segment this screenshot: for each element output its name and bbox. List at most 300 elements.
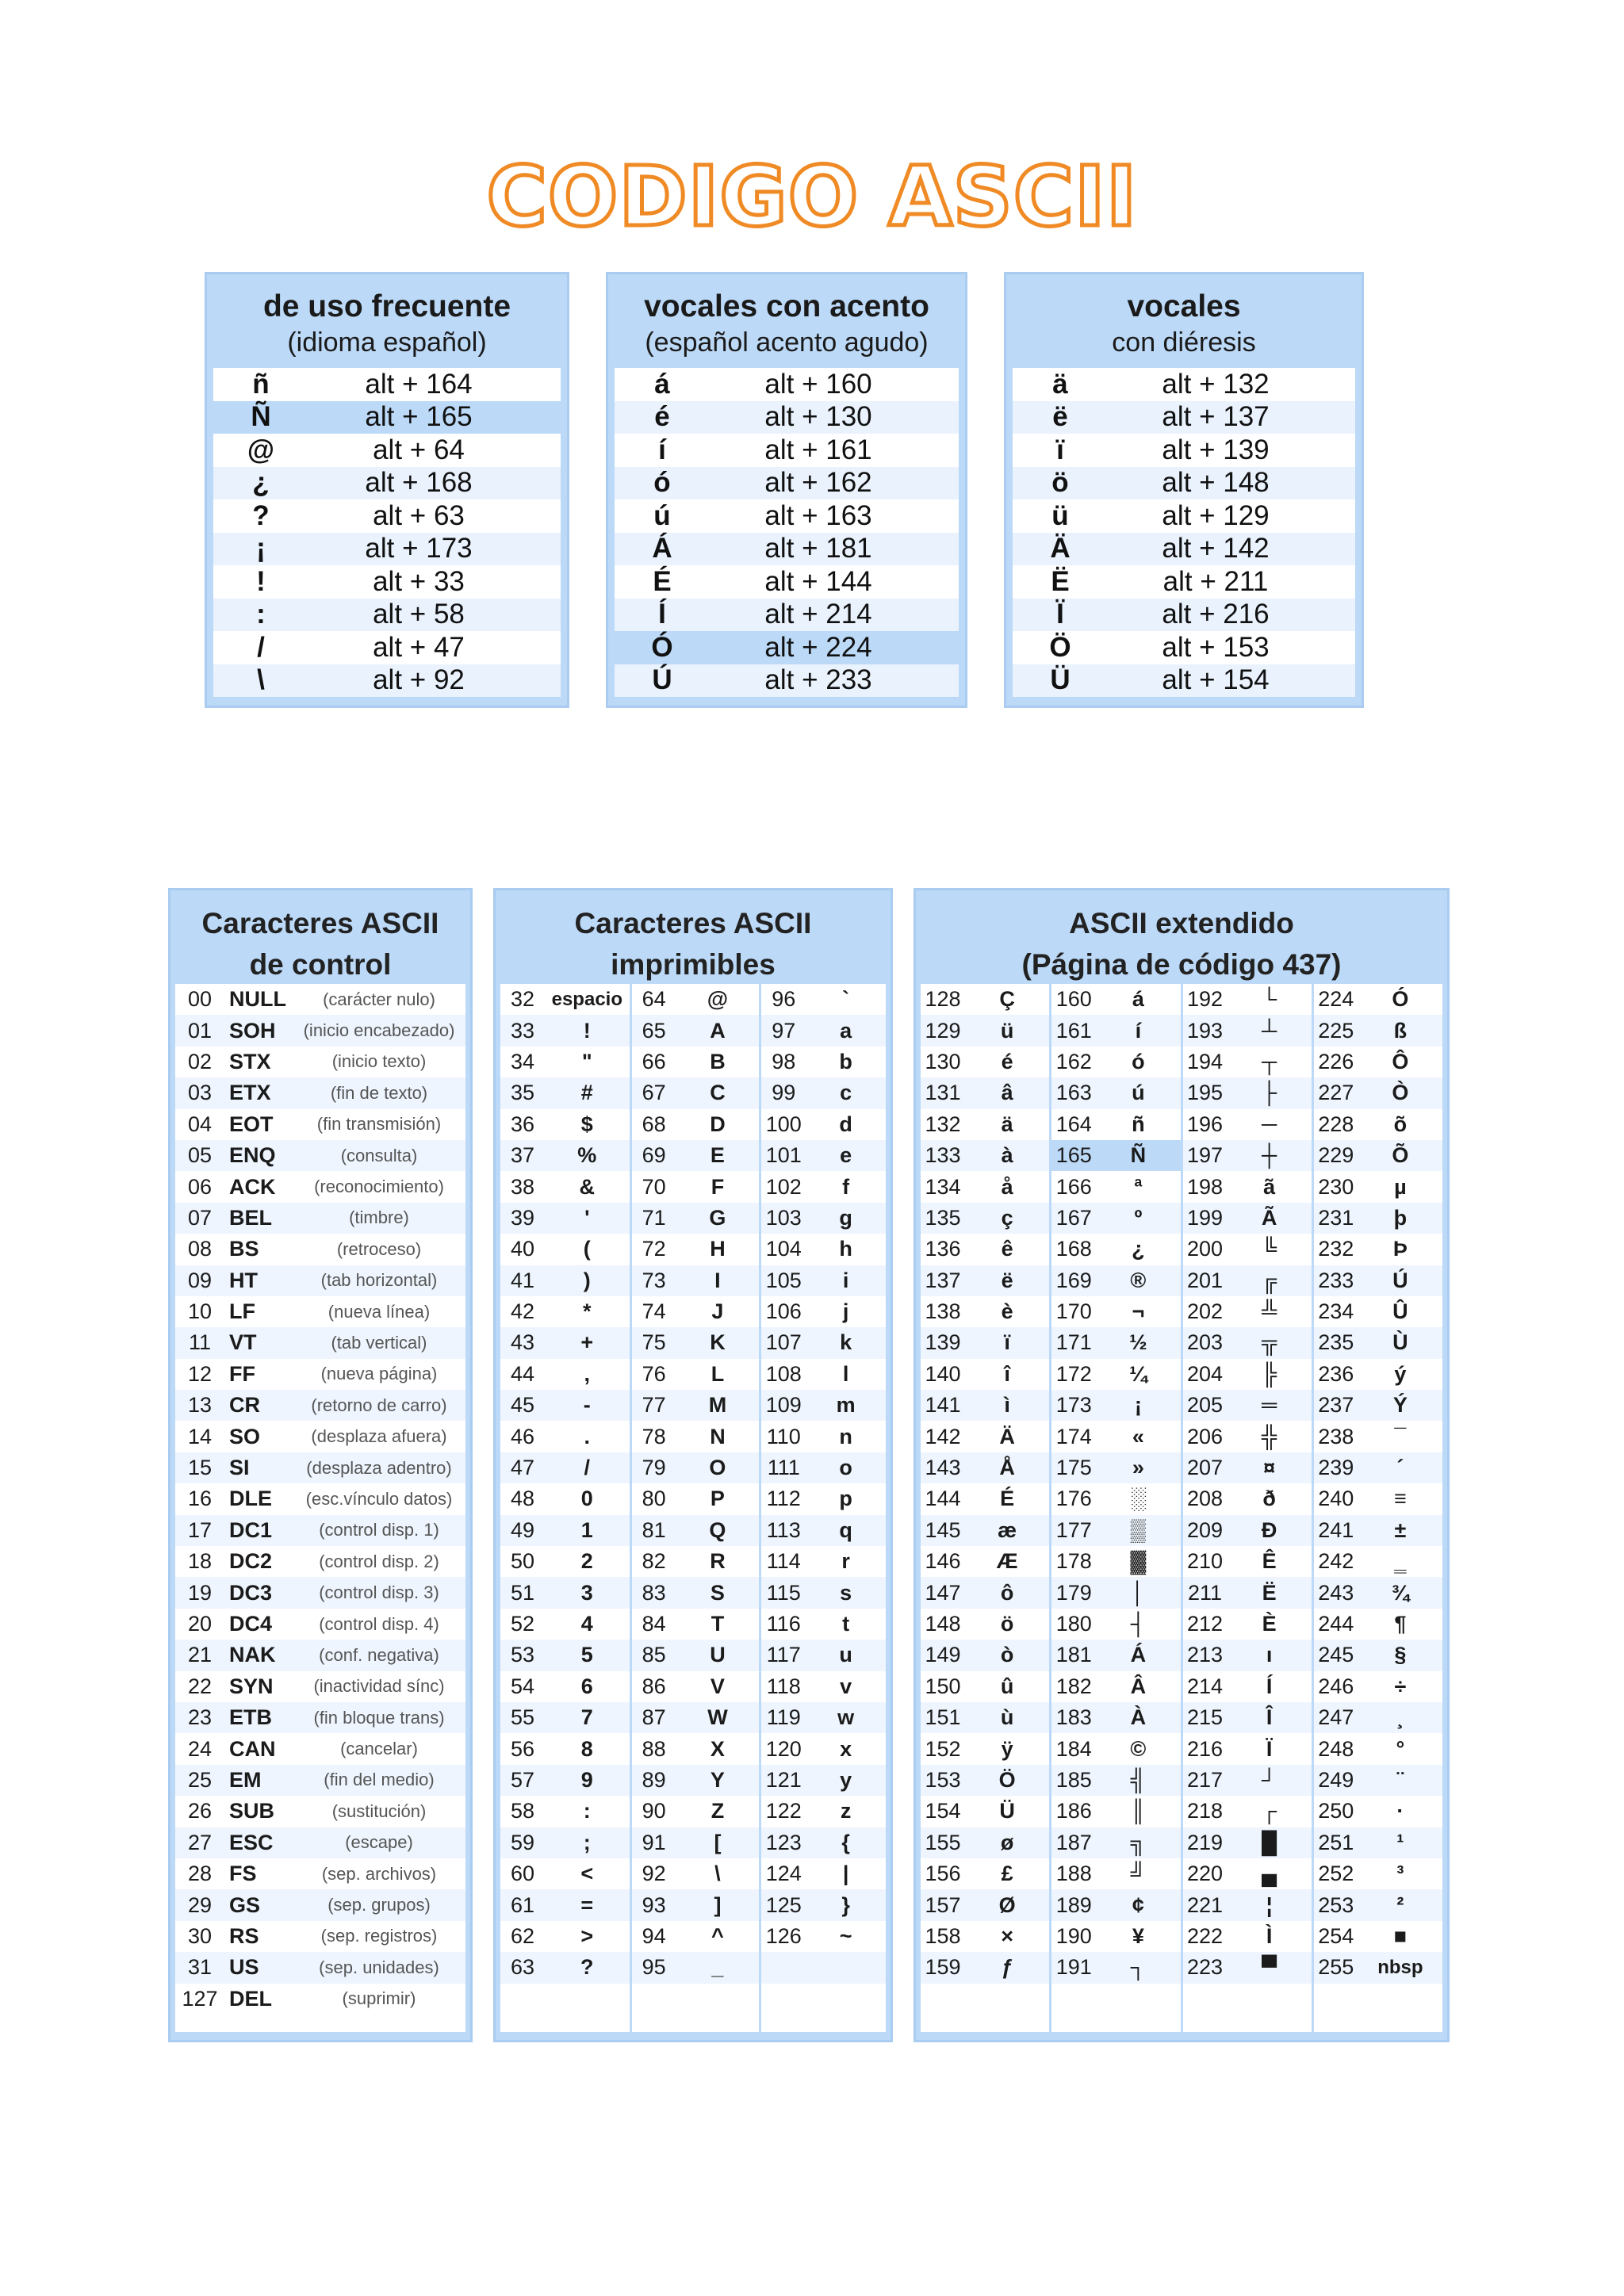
- alt-code-cell: alt + 64: [373, 434, 465, 465]
- extended-cell: [1314, 1702, 1442, 1733]
- printable-cell: [761, 1296, 886, 1327]
- char-cell: ?: [252, 499, 270, 531]
- extended-cell: [921, 1015, 1049, 1046]
- char-cell: ó: [653, 467, 671, 499]
- char-glyph: ^: [711, 1923, 724, 1948]
- code-number: 78: [642, 1424, 666, 1448]
- code-number: 114: [766, 1549, 801, 1574]
- control-row: [175, 1390, 465, 1421]
- control-row: [175, 1577, 465, 1608]
- extended-cell: [921, 1047, 1049, 1077]
- printable-cell: [500, 1483, 630, 1514]
- control-row: [175, 1858, 465, 1889]
- printable-cell: [761, 1515, 886, 1546]
- code-number: 189: [1055, 1892, 1092, 1917]
- extended-cell: [1314, 1640, 1442, 1670]
- printable-cell: [632, 1015, 760, 1046]
- char-glyph: 3: [580, 1580, 593, 1605]
- code-number: 45: [510, 1393, 535, 1418]
- char-cell: É: [653, 565, 672, 597]
- char-glyph: ¤: [1263, 1456, 1276, 1480]
- code-number: 206: [1186, 1424, 1224, 1448]
- printable-cell: [500, 1671, 630, 1702]
- control-desc: (control disp. 1): [319, 1520, 439, 1540]
- code-number: 47: [510, 1456, 535, 1480]
- char-glyph: Y: [710, 1767, 725, 1792]
- top-table-row: [213, 401, 561, 434]
- char-glyph: Ï: [1266, 1736, 1273, 1761]
- char-glyph: c: [840, 1081, 852, 1105]
- code-number: 181: [1055, 1643, 1092, 1667]
- printable-cell: [761, 1077, 886, 1108]
- code-number: 94: [642, 1923, 666, 1948]
- code-number: 187: [1055, 1830, 1092, 1854]
- extended-cell: [1051, 1827, 1180, 1858]
- char-glyph: ó: [1132, 1049, 1145, 1073]
- char-glyph: (: [583, 1237, 591, 1261]
- char-glyph: Ö: [998, 1767, 1016, 1792]
- control-row: [175, 1702, 465, 1733]
- char-glyph: ü: [1000, 1018, 1014, 1043]
- char-glyph: N: [710, 1424, 726, 1448]
- code-number: 224: [1318, 987, 1354, 1012]
- char-glyph: ┘: [1262, 1767, 1277, 1792]
- control-desc: (inicio encabezado): [303, 1020, 455, 1041]
- extended-cell: [921, 1421, 1049, 1452]
- top-table-row: [615, 565, 959, 599]
- extended-cell: [921, 1702, 1049, 1733]
- char-glyph: ÷: [1394, 1674, 1407, 1698]
- char-glyph: h: [839, 1237, 852, 1261]
- top-table-header-1: vocales: [1127, 289, 1241, 323]
- code-number: 201: [1186, 1268, 1224, 1292]
- char-cell: ñ: [252, 368, 270, 400]
- char-glyph: &: [579, 1174, 596, 1199]
- control-row: [175, 1234, 465, 1265]
- char-glyph: R: [710, 1549, 726, 1574]
- extended-cell: [1183, 1858, 1312, 1889]
- code-number: 31: [187, 1955, 213, 1980]
- code-number: 25: [187, 1767, 213, 1792]
- code-number: 97: [772, 1018, 796, 1043]
- char-glyph: «: [1132, 1424, 1144, 1448]
- extended-cell: [921, 1671, 1049, 1702]
- char-glyph: T: [710, 1612, 725, 1636]
- printable-cell: [632, 1702, 760, 1733]
- code-number: 157: [925, 1892, 961, 1917]
- char-glyph: u: [839, 1643, 852, 1667]
- code-number: 133: [925, 1143, 961, 1168]
- char-glyph: |: [842, 1862, 849, 1886]
- extended-cell: [1051, 1858, 1180, 1889]
- control-row: [175, 1421, 465, 1452]
- extended-cell: [1051, 1921, 1180, 1952]
- code-number: 10: [187, 1299, 213, 1324]
- char-glyph: Ô: [1392, 1049, 1409, 1073]
- control-desc: (sustitución): [331, 1800, 427, 1821]
- code-number: 243: [1318, 1580, 1354, 1605]
- char-glyph: ´: [1396, 1456, 1404, 1480]
- char-glyph: ╔: [1262, 1268, 1277, 1292]
- code-number: 153: [925, 1767, 961, 1792]
- code-number: 13: [187, 1393, 213, 1418]
- char-glyph: g: [839, 1205, 852, 1230]
- char-glyph: ╝: [1130, 1862, 1146, 1886]
- extended-cell: [921, 1796, 1049, 1827]
- extended-cell: [1314, 1421, 1442, 1452]
- printable-table-body: [500, 984, 886, 2032]
- code-number: 199: [1186, 1205, 1224, 1230]
- code-number: 242: [1318, 1549, 1354, 1574]
- code-number: 160: [1055, 987, 1092, 1012]
- alt-code-cell: alt + 132: [1162, 368, 1270, 400]
- char-cell: Á: [652, 533, 672, 564]
- printable-cell: [500, 1234, 630, 1265]
- char-glyph: L: [710, 1361, 725, 1386]
- printable-table-header: [496, 890, 891, 984]
- control-abbr: EOT: [229, 1112, 274, 1136]
- char-glyph: ¼: [1129, 1361, 1147, 1386]
- alt-code-cell: alt + 233: [764, 664, 872, 696]
- char-glyph: d: [839, 1112, 852, 1136]
- char-glyph: ░: [1130, 1487, 1146, 1511]
- top-table-row: [615, 368, 959, 401]
- char-glyph: ³: [1396, 1862, 1404, 1886]
- printable-cell: [500, 1889, 630, 1920]
- alt-code-cell: alt + 139: [1162, 434, 1270, 465]
- alt-code-cell: alt + 168: [365, 467, 473, 499]
- top-table-row: [213, 368, 561, 401]
- control-desc: (fin de texto): [330, 1082, 428, 1103]
- code-number: 250: [1318, 1799, 1354, 1823]
- char-glyph: ã: [1263, 1174, 1276, 1199]
- printable-cell: [761, 1327, 886, 1358]
- alt-code-cell: alt + 154: [1162, 664, 1270, 696]
- code-number: 19: [187, 1580, 213, 1605]
- extended-cell: [1051, 1640, 1180, 1670]
- code-number: 76: [642, 1361, 666, 1386]
- top-table-row: [615, 467, 959, 500]
- extended-cell: [1314, 1765, 1442, 1796]
- control-abbr: GS: [229, 1892, 261, 1917]
- printable-cell: [632, 1171, 760, 1202]
- printable-cell: [761, 1577, 886, 1608]
- code-number: 122: [765, 1799, 802, 1823]
- code-number: 211: [1187, 1580, 1223, 1605]
- top-table-row: [1013, 631, 1355, 664]
- printable-cell: [500, 1765, 630, 1796]
- extended-cell: [1183, 1765, 1312, 1796]
- code-number: 176: [1055, 1487, 1092, 1511]
- printable-column: [500, 984, 632, 2032]
- char-glyph: f: [842, 1174, 850, 1199]
- extended-cell: [1051, 1015, 1180, 1046]
- control-row: [175, 1359, 465, 1390]
- control-abbr: ENQ: [229, 1143, 276, 1168]
- char-glyph: I: [714, 1268, 721, 1292]
- code-number: 235: [1318, 1330, 1354, 1355]
- code-number: 202: [1186, 1299, 1224, 1324]
- control-abbr: US: [229, 1955, 259, 1980]
- code-number: 252: [1318, 1862, 1354, 1886]
- control-desc: (fin bloque trans): [313, 1707, 445, 1728]
- extended-cell: [921, 1858, 1049, 1889]
- alt-code-cell: alt + 148: [1162, 467, 1270, 499]
- code-number: 150: [925, 1674, 961, 1698]
- control-table-header: [170, 890, 470, 984]
- code-number: 06: [187, 1174, 213, 1199]
- char-glyph: ╩: [1262, 1299, 1277, 1324]
- char-glyph: b: [839, 1049, 852, 1073]
- char-cell: ï: [1056, 434, 1064, 465]
- control-abbr: SOH: [229, 1018, 276, 1043]
- code-number: 195: [1186, 1081, 1224, 1105]
- top-table-header-1: vocales con acento: [644, 289, 929, 323]
- extended-table-body: [921, 984, 1442, 2032]
- char-glyph: Ä: [999, 1424, 1015, 1448]
- char-glyph: ▓: [1130, 1549, 1147, 1574]
- code-number: 234: [1318, 1299, 1354, 1324]
- char-glyph: :: [583, 1799, 591, 1823]
- code-number: 139: [925, 1330, 961, 1355]
- code-number: 152: [925, 1736, 961, 1761]
- char-glyph: ²: [1396, 1892, 1404, 1917]
- code-number: 23: [187, 1705, 213, 1730]
- printable-cell: [761, 1796, 886, 1827]
- char-glyph: !: [583, 1018, 591, 1043]
- control-abbr: BS: [229, 1237, 259, 1261]
- char-glyph: ô: [1000, 1580, 1014, 1605]
- char-glyph: ═: [1262, 1393, 1277, 1418]
- control-row: [175, 1827, 465, 1858]
- extended-cell: [1051, 1234, 1180, 1265]
- extended-cell: [1051, 1327, 1180, 1358]
- code-number: 190: [1055, 1923, 1092, 1948]
- code-number: 27: [187, 1830, 213, 1854]
- char-glyph: ¢: [1132, 1892, 1144, 1917]
- char-glyph: nbsp: [1377, 1956, 1423, 1978]
- code-number: 21: [187, 1643, 213, 1667]
- top-table-body: [615, 368, 959, 697]
- control-desc: (reconocimiento): [314, 1177, 444, 1197]
- code-number: 88: [642, 1736, 666, 1761]
- alt-code-cell: alt + 224: [764, 631, 872, 663]
- char-cell: Í: [658, 599, 666, 630]
- control-abbr: DC4: [229, 1612, 273, 1636]
- printable-cell: [632, 1452, 760, 1483]
- extended-cell: [1183, 1952, 1312, 1983]
- char-glyph: Û: [1392, 1299, 1408, 1324]
- control-desc: (escape): [345, 1832, 413, 1853]
- char-glyph: _: [711, 1955, 724, 1980]
- control-desc: (control disp. 3): [319, 1582, 439, 1603]
- char-glyph: ¯: [1394, 1424, 1407, 1448]
- char-glyph: ─: [1262, 1112, 1277, 1136]
- control-abbr: CR: [229, 1393, 260, 1418]
- char-glyph: á: [1132, 987, 1144, 1012]
- extended-cell: [921, 1265, 1049, 1296]
- control-row: [175, 1452, 465, 1483]
- char-glyph: ñ: [1132, 1112, 1145, 1136]
- printable-cell: [761, 1234, 886, 1265]
- code-number: 149: [925, 1643, 961, 1667]
- code-number: 140: [925, 1361, 961, 1386]
- control-row: [175, 1640, 465, 1670]
- code-number: 168: [1055, 1237, 1092, 1261]
- extended-cell: [921, 1577, 1049, 1608]
- alt-code-cell: alt + 58: [373, 599, 465, 630]
- char-glyph: ø: [1000, 1830, 1014, 1854]
- top-table-header: [608, 274, 965, 368]
- code-number: 143: [925, 1456, 961, 1480]
- char-glyph: ╠: [1262, 1361, 1277, 1386]
- code-number: 254: [1318, 1923, 1354, 1948]
- printable-cell: [761, 1733, 886, 1764]
- code-number: 214: [1186, 1674, 1224, 1698]
- char-cell: !: [256, 565, 266, 597]
- top-table-row: [213, 434, 561, 467]
- char-glyph: ': [584, 1205, 590, 1230]
- char-glyph: Â: [1130, 1674, 1147, 1698]
- extended-cell: [921, 984, 1049, 1015]
- extended-cell: [921, 1234, 1049, 1265]
- char-cell: Ó: [651, 631, 673, 663]
- char-cell: Ä: [1050, 533, 1071, 564]
- control-table-body: [175, 984, 465, 2032]
- extended-cell: [1051, 1077, 1180, 1108]
- code-number: 192: [1186, 987, 1224, 1012]
- top-table-row: [615, 533, 959, 566]
- char-glyph: ú: [1132, 1081, 1145, 1105]
- extended-cell: [1183, 1796, 1312, 1827]
- page-title: CODIGO ASCII: [486, 148, 1138, 245]
- extended-cell: [921, 1546, 1049, 1577]
- code-number: 169: [1055, 1268, 1092, 1292]
- extended-cell: [1314, 1546, 1442, 1577]
- char-glyph: þ: [1393, 1205, 1408, 1230]
- alt-code-cell: alt + 214: [764, 599, 872, 630]
- char-glyph: è: [1001, 1299, 1013, 1324]
- code-number: 117: [766, 1643, 801, 1667]
- code-number: 247: [1318, 1705, 1354, 1730]
- char-glyph: Ë: [1262, 1580, 1277, 1605]
- control-row: [175, 1047, 465, 1077]
- char-cell: Ü: [1050, 664, 1071, 696]
- control-row: [175, 1889, 465, 1920]
- code-number: 231: [1318, 1205, 1354, 1230]
- alt-code-cell: alt + 137: [1162, 401, 1270, 433]
- printable-cell: [500, 1827, 630, 1858]
- code-number: 29: [187, 1892, 213, 1917]
- dieresis-vowels-table: [1004, 272, 1364, 708]
- extended-cell: [1183, 1140, 1312, 1171]
- code-number: 239: [1318, 1456, 1354, 1480]
- control-desc: (control disp. 4): [319, 1613, 439, 1634]
- printable-cell: [761, 1858, 886, 1889]
- code-number: 11: [188, 1330, 212, 1355]
- char-glyph: é: [1001, 1049, 1013, 1073]
- printable-cell: [500, 1577, 630, 1608]
- extended-cell: [1051, 1515, 1180, 1546]
- char-glyph: ¦: [1266, 1892, 1273, 1917]
- char-glyph: Å: [999, 1456, 1015, 1480]
- printable-cell: [500, 1077, 630, 1108]
- char-glyph: Þ: [1392, 1237, 1408, 1261]
- code-number: 128: [925, 987, 961, 1012]
- char-glyph: ┬: [1262, 1049, 1277, 1073]
- printable-cell: [761, 1171, 886, 1202]
- control-row: [175, 1171, 465, 1202]
- printable-cell: [632, 1889, 760, 1920]
- char-glyph: V: [710, 1674, 725, 1698]
- printable-cell: [632, 1827, 760, 1858]
- top-table-row: [615, 631, 959, 664]
- char-glyph: ¨: [1396, 1767, 1404, 1792]
- code-number: 166: [1055, 1174, 1092, 1199]
- printable-cell: [761, 1640, 886, 1670]
- char-glyph: 8: [580, 1736, 593, 1761]
- control-abbr: SYN: [229, 1674, 274, 1698]
- code-number: 191: [1055, 1955, 1092, 1980]
- extended-cell: [1183, 1421, 1312, 1452]
- alt-code-cell: alt + 129: [1162, 499, 1270, 531]
- printable-cell: [632, 1796, 760, 1827]
- char-glyph: ~: [839, 1923, 852, 1948]
- char-glyph: ,: [584, 1361, 591, 1386]
- char-glyph: í: [1135, 1018, 1142, 1043]
- extended-cell: [921, 1921, 1049, 1952]
- top-table-row: [615, 664, 959, 698]
- code-number: 72: [642, 1237, 666, 1261]
- code-number: 233: [1318, 1268, 1354, 1292]
- control-row: [175, 984, 465, 1015]
- top-table-row: [1013, 565, 1355, 599]
- extended-cell: [1183, 1577, 1312, 1608]
- char-glyph: %: [577, 1143, 597, 1168]
- code-number: 111: [767, 1456, 800, 1480]
- extended-cell: [1314, 1515, 1442, 1546]
- char-glyph: æ: [998, 1517, 1017, 1542]
- extended-cell: [1314, 1483, 1442, 1514]
- extended-cell: [921, 1889, 1049, 1920]
- char-glyph: B: [710, 1049, 726, 1073]
- char-glyph: ¡: [1134, 1393, 1142, 1418]
- char-glyph: ß: [1393, 1018, 1408, 1043]
- char-cell: ë: [1052, 401, 1068, 433]
- char-glyph: ╬: [1262, 1424, 1277, 1448]
- control-abbr: DLE: [229, 1487, 272, 1511]
- char-glyph: @: [707, 987, 729, 1012]
- code-number: 179: [1055, 1580, 1092, 1605]
- code-number: 238: [1318, 1424, 1354, 1448]
- control-abbr: NULL: [229, 987, 286, 1012]
- control-desc: (esc.vínculo datos): [305, 1488, 453, 1509]
- control-row: [175, 1140, 465, 1171]
- extended-cell: [921, 1140, 1049, 1171]
- extended-cell: [1314, 1921, 1442, 1952]
- code-number: 136: [925, 1237, 961, 1261]
- code-number: 158: [925, 1923, 961, 1948]
- code-number: 107: [765, 1330, 802, 1355]
- control-desc: (desplaza adentro): [306, 1457, 452, 1478]
- code-number: 82: [642, 1549, 666, 1574]
- accented-vowels-table: [606, 272, 967, 708]
- extended-column: [1183, 984, 1314, 2032]
- control-table-header-1: Caracteres ASCII: [201, 907, 439, 939]
- extended-cell: [1051, 1265, 1180, 1296]
- code-number: 41: [510, 1268, 535, 1292]
- char-glyph: >: [580, 1923, 594, 1948]
